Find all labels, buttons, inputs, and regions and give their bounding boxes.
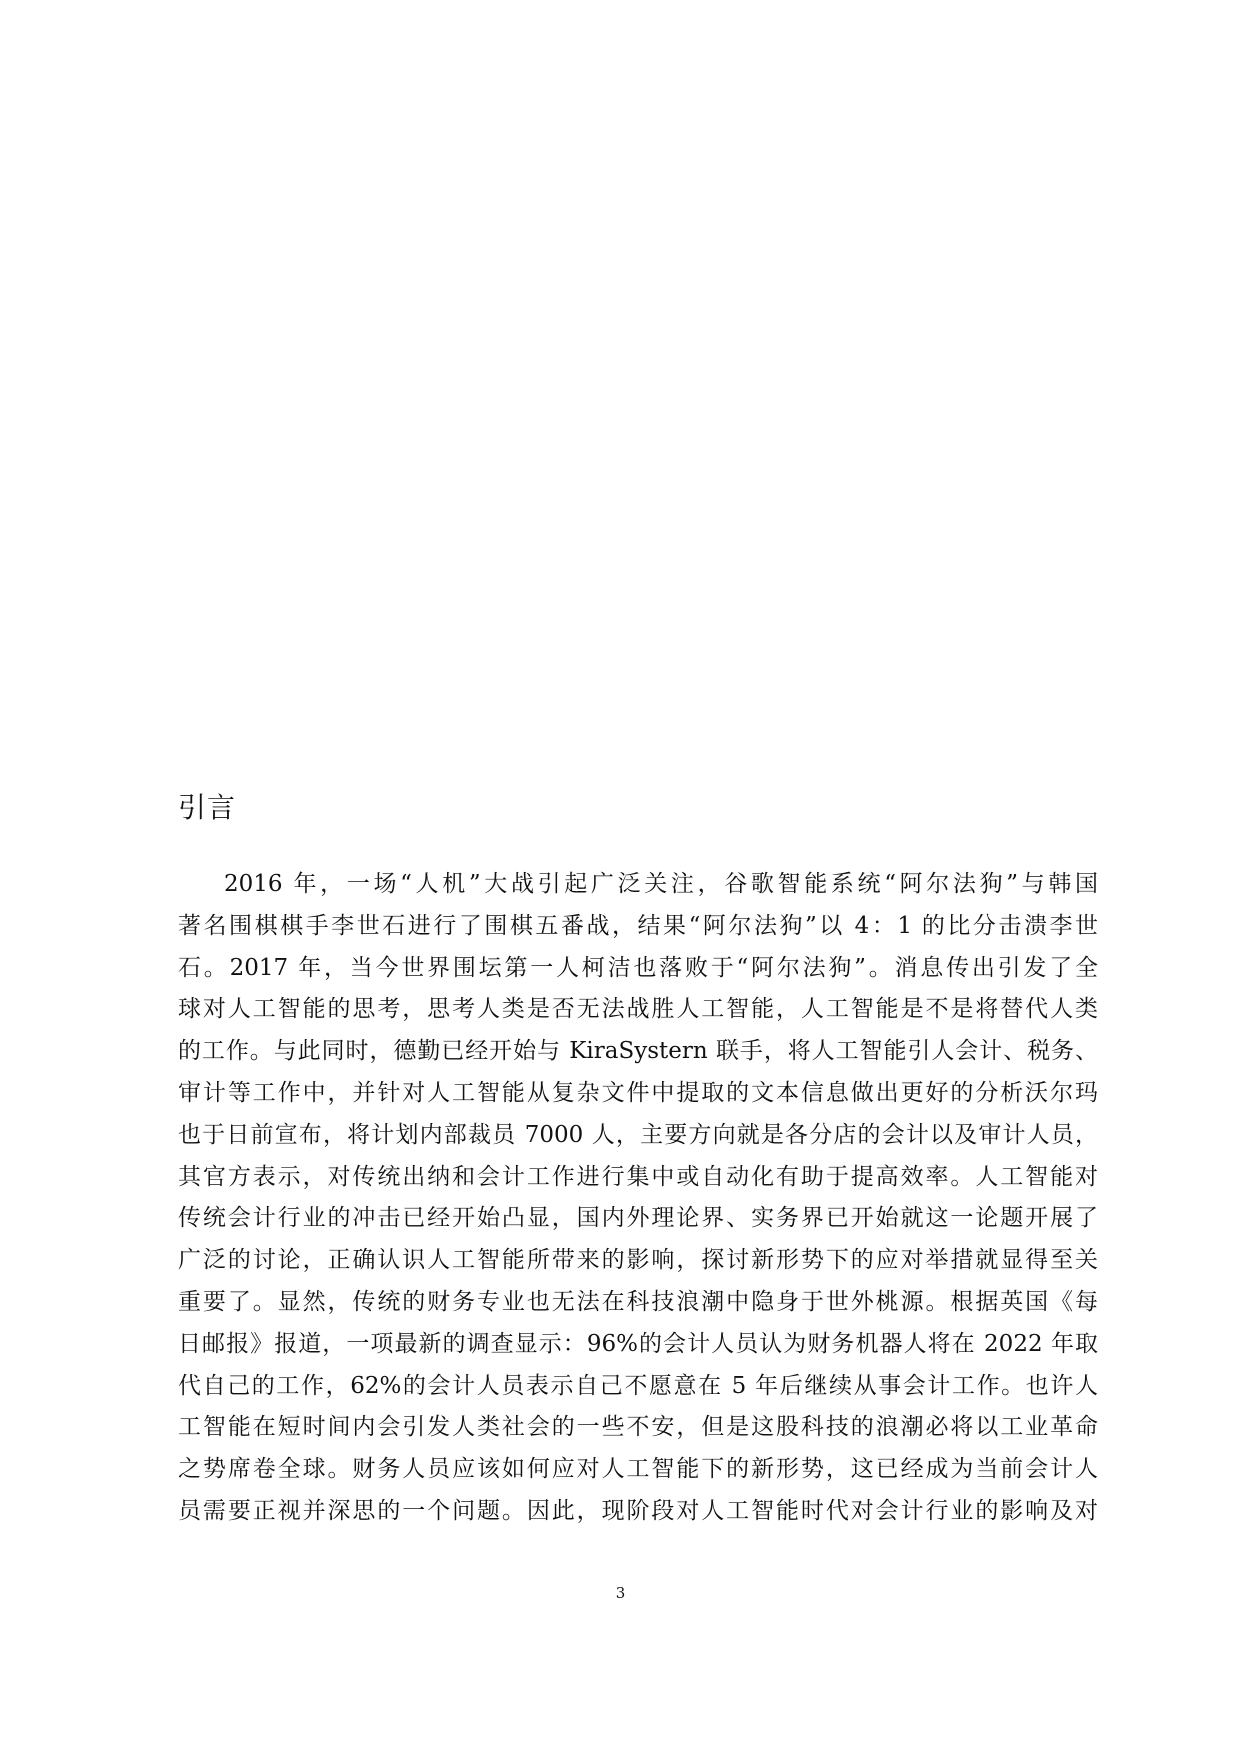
- paragraph-line: 日邮报》报道，一项最新的调查显示：96%的会计人员认为财务机器人将在 2022 年取: [178, 1330, 1098, 1357]
- paragraph-line: 也于日前宣布，将计划内部裁员 7000 人，主要方向就是各分店的会计以及审计人员，: [178, 1121, 1098, 1148]
- paragraph-line: 工智能在短时间内会引发人类社会的一些不安，但是这股科技的浪潮必将以工业革命: [178, 1414, 1098, 1441]
- paragraph-line: 石。2017 年，当今世界围坛第一人柯洁也落败于“阿尔法狗”。消息传出引发了全: [178, 954, 1098, 981]
- paragraph-line: 之势席卷全球。财务人员应该如何应对人工智能下的新形势，这已经成为当前会计人: [178, 1456, 1098, 1483]
- paragraph-line: 广泛的讨论，正确认识人工智能所带来的影响，探讨新形势下的应对举措就显得至关: [178, 1247, 1098, 1274]
- paragraph-line: 代自己的工作，62%的会计人员表示自己不愿意在 5 年后继续从事会计工作。也许人: [178, 1372, 1098, 1399]
- paragraph-line: 著名围棋棋手李世石进行了围棋五番战，结果“阿尔法狗”以 4：1 的比分击溃李世: [178, 912, 1098, 939]
- paragraph-line: 传统会计行业的冲击已经开始凸显，国内外理论界、实务界已开始就这一论题开展了: [178, 1205, 1098, 1232]
- body-paragraph: [178, 864, 1098, 1533]
- paragraph-line: 审计等工作中，并针对人工智能从复杂文件中提取的文本信息做出更好的分析沃尔玛: [178, 1079, 1098, 1106]
- paragraph-line: 其官方表示，对传统出纳和会计工作进行集中或自动化有助于提高效率。人工智能对: [178, 1163, 1098, 1190]
- paragraph-line: 2016 年，一场“人机”大战引起广泛关注，谷歌智能系统“阿尔法狗”与韩国: [224, 871, 1098, 897]
- paragraph-line: 员需要正视并深思的一个问题。因此，现阶段对人工智能时代对会计行业的影响及对: [178, 1497, 1098, 1524]
- section-heading: 引言: [178, 791, 237, 824]
- paragraph-line: 的工作。与此同时，德勤已经开始与 KiraSystern 联手，将人工智能引人会计、税务、: [178, 1038, 1098, 1065]
- paragraph-line: 重要了。显然，传统的财务专业也无法在科技浪潮中隐身于世外桃源。根据英国《每: [178, 1288, 1098, 1315]
- page-number: 3: [615, 1584, 626, 1602]
- paragraph-line: 球对人工智能的思考，思考人类是否无法战胜人工智能，人工智能是不是将替代人类: [178, 996, 1098, 1023]
